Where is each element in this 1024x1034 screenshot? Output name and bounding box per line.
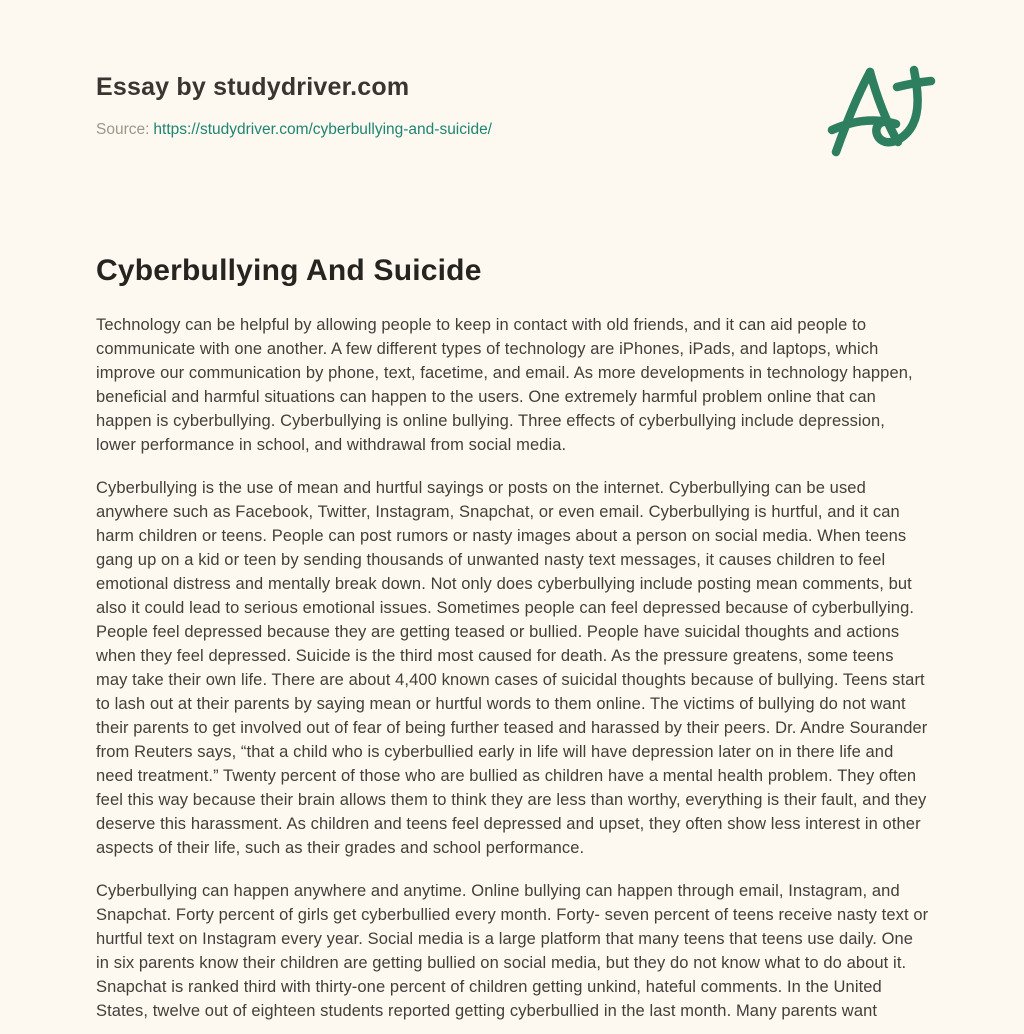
source-label: Source:	[96, 121, 150, 138]
essay-paragraph: Technology can be helpful by allowing people to keep in contact with old friends, and it can aid people to communicate with one another. A few different types of technology are iPhones, iPads, and laptops, which improve our communication by phone, text, facetime, and email. As more developments in technology happen, beneficial and harmful situations can happen to the users. One extremely harmful problem online that can happen is cyberbullying. Cyberbullying is online bullying. Three effects of cyberbullying include depression, lower performance in school, and withdrawal from social media.	[96, 316, 913, 454]
essay-paragraph: Cyberbullying is the use of mean and hurtful sayings or posts on the internet. Cyberbullying can be used anywhere such as Facebook, Twitter, Instagram, Snapchat, or even email. Cyberbullying is hurtful, and it can harm children or teens. People can post rumors or nasty images about a person on social media. When teens gang up on a kid or teen by sending thousands of unwanted nasty text messages, it causes children to feel emotional distress and mentally break down. Not only does cyberbullying include posting mean comments, but also it could lead to serious emotional issues. Sometimes people can feel depressed because of cyberbullying. People feel depressed because they are getting teased or bullied. People have suicidal thoughts and actions when they feel depressed. Suicide is the third most caused for death. As the pressure greatens, some teens may take their own life. There are about 4,400 known cases of suicidal thoughts because of bullying. Teens start to lash out at their parents by saying mean or hurtful words to them online. The victims of bullying do not want their parents to get involved out of fear of being further teased and harassed by their peers. Dr. Andre Sourander from Reuters says, “that a child who is cyberbullied early in life will have depression later on in there life and need treatment.” Twenty percent of those who are bullied as children have a mental health problem. They often feel this way because their brain allows them to think they are less than worthy, everything is their fault, and they deserve this harassment. As children and teens feel depressed and upset, they often show less interest in other aspects of their life, such as their grades and school performance.	[96, 479, 928, 857]
essay-paragraph: Cyberbullying can happen anywhere and anytime. Online bullying can happen through email, Instagram, and Snapchat. Forty percent of girls get cyberbullied every month. Forty- seven percent of teens receive nasty text or hurtful text on Instagram every year. Social media is a large platform that many teens that teens use daily. One in six parents know their children are getting bullied on social media, but they do not know what to do about it. Snapchat is ranked third with thirty-one percent of children getting unkind, hateful comments. In the United States, twelve out of eighteen students reported getting cyberbullied in the last month. Many parents want	[96, 882, 929, 1020]
essay-title: Cyberbullying And Suicide	[96, 254, 482, 287]
essay-body	[96, 313, 929, 1034]
source-row	[96, 119, 492, 141]
source-link[interactable]: https://studydriver.com/cyberbullying-and-suicide/	[153, 121, 492, 138]
a-plus-logo-icon	[824, 60, 936, 162]
header-title: Essay by studydriver.com	[96, 73, 410, 101]
